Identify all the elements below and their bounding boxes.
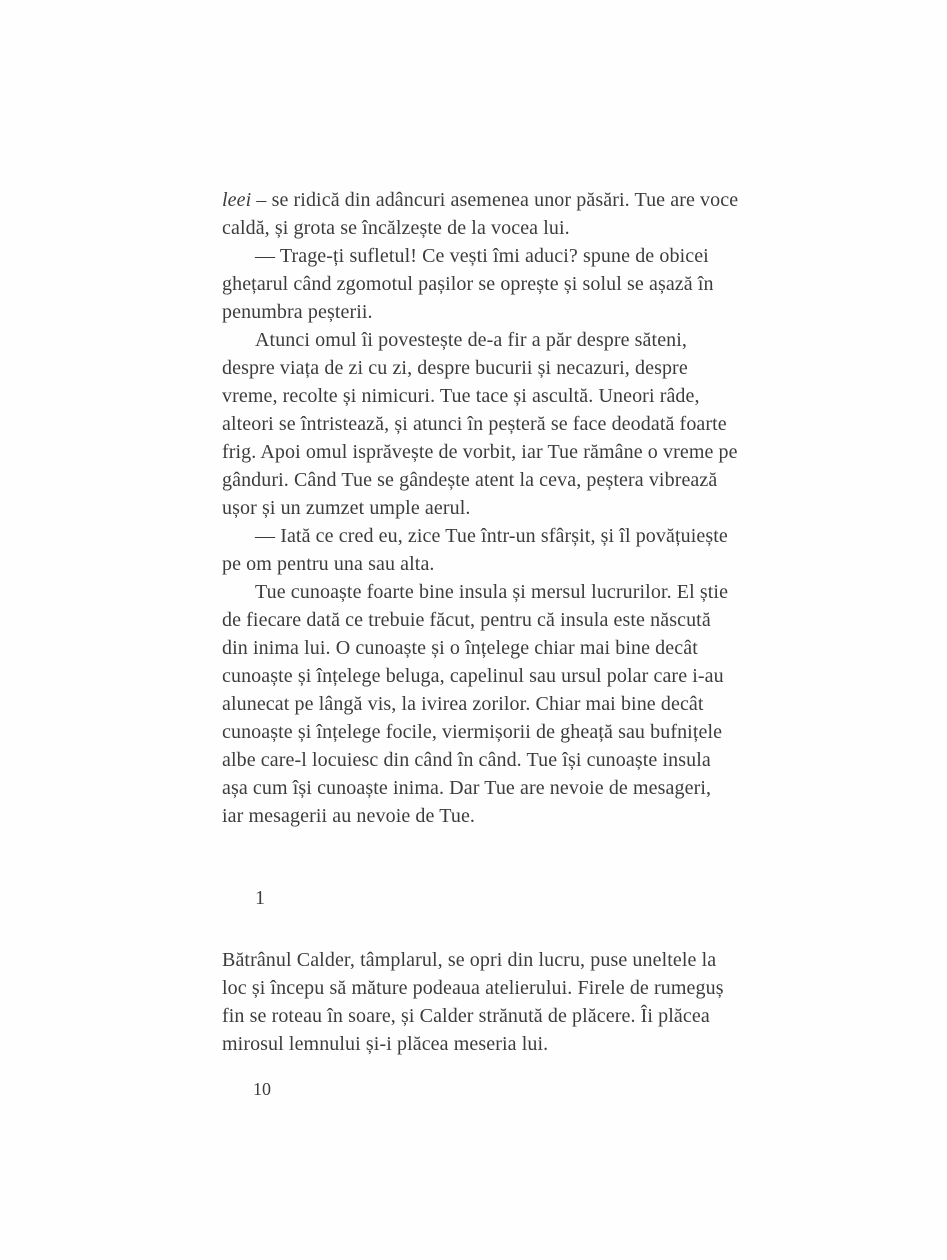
text-line: alteori se întristează, și atunci în peșteră se face deodată foarte xyxy=(222,413,727,435)
text-line: iar mesagerii au nevoie de Tue. xyxy=(222,805,476,827)
text-line: de fiecare dată ce trebuie făcut, pentru că insula este născută xyxy=(222,609,711,631)
text-line: din inima lui. O cunoaște și o înțelege chiar mai bine decât xyxy=(222,637,698,659)
text-line: leei – se ridică din adâncuri asemenea unor păsări. Tue are voce xyxy=(222,189,739,211)
text-line: ușor și un zumzet umple aerul. xyxy=(222,497,471,519)
text-line: cunoaște și înțelege beluga, capelinul sau ursul polar care i-au xyxy=(222,665,724,687)
text-line: așa cum își cunoaște inima. Dar Tue are nevoie de mesageri, xyxy=(222,777,712,799)
text-line: cunoaște și înțelege focile, viermișorii de gheață sau bufnițele xyxy=(222,721,723,743)
main-text-block xyxy=(222,186,738,830)
text-line: gânduri. Când Tue se gândește atent la ceva, peștera vibrează xyxy=(222,469,718,491)
text-line: Tue cunoaște foarte bine insula și mersul lucrurilor. El știe xyxy=(255,581,729,603)
text-line: fin se roteau în soare, și Calder strănută de plăcere. Îi plăcea xyxy=(222,1005,710,1027)
text-line: ghețarul când zgomotul pașilor se oprește și solul se așază în xyxy=(222,273,714,295)
text-line: mirosul lemnului și-i plăcea meseria lui. xyxy=(222,1033,549,1055)
italic-lead-word: leei xyxy=(222,189,252,211)
text-line: penumbra peșterii. xyxy=(222,301,373,323)
text-line: alunecat pe lângă vis, la ivirea zorilor. Chiar mai bine decât xyxy=(222,693,704,715)
text-line: frig. Apoi omul isprăvește de vorbit, iar Tue rămâne o vreme pe xyxy=(222,441,738,463)
chapter-number: 1 xyxy=(255,887,265,909)
text-line: Atunci omul îi povestește de-a fir a păr despre săteni, xyxy=(255,329,688,351)
chapter-opening-text-block xyxy=(222,946,724,1058)
text-line: pe om pentru una sau alta. xyxy=(222,553,435,575)
text-line: albe care-l locuiesc din când în când. Tue își cunoaște insula xyxy=(222,749,711,771)
text-line: loc și începu să măture podeaua atelierului. Firele de rumeguș xyxy=(222,977,724,999)
text-line: Bătrânul Calder, tâmplarul, se opri din lucru, puse uneltele la xyxy=(222,949,717,971)
text-line: caldă, și grota se încălzește de la vocea lui. xyxy=(222,217,570,239)
text-line: despre viața de zi cu zi, despre bucurii și necazuri, despre xyxy=(222,357,688,379)
text-line: vreme, recolte și nimicuri. Tue tace și ascultă. Uneori râde, xyxy=(222,385,700,407)
page-number: 10 xyxy=(253,1079,271,1099)
text-line: — Iată ce cred eu, zice Tue într-un sfârșit, și îl povățuiește xyxy=(255,525,728,547)
text-line: — Trage-ți sufletul! Ce vești îmi aduci? spune de obicei xyxy=(255,245,709,267)
